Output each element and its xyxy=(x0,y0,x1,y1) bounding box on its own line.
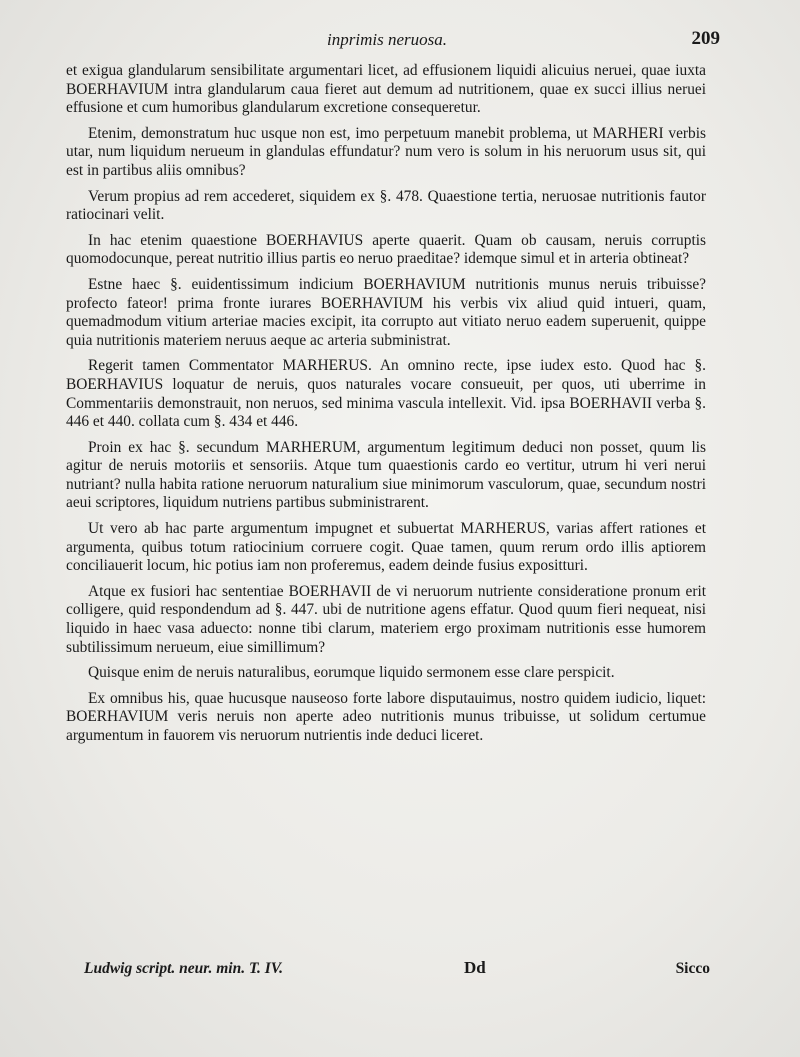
body-text xyxy=(66,62,706,753)
paragraph: Ut vero ab hac parte argumentum impugnet et subuertat MARHERUS, varias affert rationes et argumenta, quibus totum ratiocinium corruere cogit. Quae tamen, quum rerum ordo illis aptiorem conciliauerit locum, hic potius iam non proferemus, eadem deinde fusius expositturi. xyxy=(66,520,706,575)
catchword: Sicco xyxy=(675,960,710,977)
page-header xyxy=(66,28,720,56)
paragraph: Ex omnibus his, quae hucusque nauseoso forte labore disputauimus, nostro quidem iudicio, liquet: BOERHAVIUM veris neruis non aperte adeo nutritionis munus tribuisse, ut solidum certumue argumentum in fauorem vis neruorum nutrientis inde deduci liceret. xyxy=(66,689,706,744)
signature-line: Ludwig script. neur. min. T. IV. xyxy=(84,960,283,977)
paragraph: Estne haec §. euidentissimum indicium BOERHAVIUM nutritionis munus neruis tribuisse? profecto fateor! prima fronte iurares BOERHAVIUM his verbis vix aliud quid intueri, quam, quemadmodum vitium arteriae macies excipit, ita corrupto aut vitiato neruo eadem superuenit, quippe quia nutritionis materiem neruus aeque ac arteria subministrat. xyxy=(66,275,706,349)
paragraph: Atque ex fusiori hac sententiae BOERHAVII de vi neruorum nutriente consideratione pronum erit colligere, quid respondendum ad §. 447. ubi de nutritione agens effatur. Quod quum fieri nequeat, nisi liquido in haec vasa aduecto: nonne tibi clarum, materiem ergo proximam nutritionis esse humorem subtilissimum nerueum, eiue simillimum? xyxy=(66,582,706,656)
page-number: 209 xyxy=(691,28,720,49)
paragraph: Quisque enim de neruis naturalibus, eorumque liquido sermonem esse clare perspicit. xyxy=(88,664,615,682)
paragraph: Proin ex hac §. secundum MARHERUM, argumentum legitimum deduci non posset, quum lis agitur de neruis motoriis et sensoriis. Atque tum quaestionis cardo eo vertitur, utrum hi veri nerui nutriant? nulla habita ratione neruorum naturalium siue minimorum vasculorum, quae, secundum nostri aeui scriptores, liquidum nutriens partibus subministrarent. xyxy=(66,438,706,512)
signature-mark: Dd xyxy=(464,958,486,977)
running-head: inprimis neruosa. xyxy=(327,30,447,49)
paragraph: Regerit tamen Commentator MARHERUS. An omnino recte, ipse iudex esto. Quod hac §. BOERHAVIUS loquatur de neruis, quos naturales vocare consueuit, per quos, uti uberrime in Commentariis demonstrauit, non neruos, sed minima vascula intellexit. Vid. ipsa BOERHAVII verba §. 446 et 440. collata cum §. 434 et 446. xyxy=(66,357,706,431)
page-footer xyxy=(84,960,710,984)
paragraph: Verum propius ad rem accederet, siquidem ex §. 478. Quaestione tertia, neruosae nutritionis fautor ratiocinari velit. xyxy=(66,187,706,224)
paragraph: et exigua glandularum sensibilitate argumentari licet, ad effusionem liquidi alicuius neruei, quae iuxta BOERHAVIUM intra glandularum caua fieret aut demum ad nutritionem, quae ex succi illius neruei effusione et cum humoribus glandularum excretione consequeretur. xyxy=(66,62,706,117)
paragraph: In hac etenim quaestione BOERHAVIUS aperte quaerit. Quam ob causam, neruis corruptis quomodocunque, pereat nutritio illius partis eo neruo praeditae? idemque simul et in arteria obtineat? xyxy=(66,231,706,268)
paragraph: Etenim, demonstratum huc usque non est, imo perpetuum manebit problema, ut MARHERI verbis utar, num liquidum nerueum in glandulas effundatur? num vero is solum in his neruorum usus sit, qui est in partibus aliis omnibus? xyxy=(66,124,706,179)
